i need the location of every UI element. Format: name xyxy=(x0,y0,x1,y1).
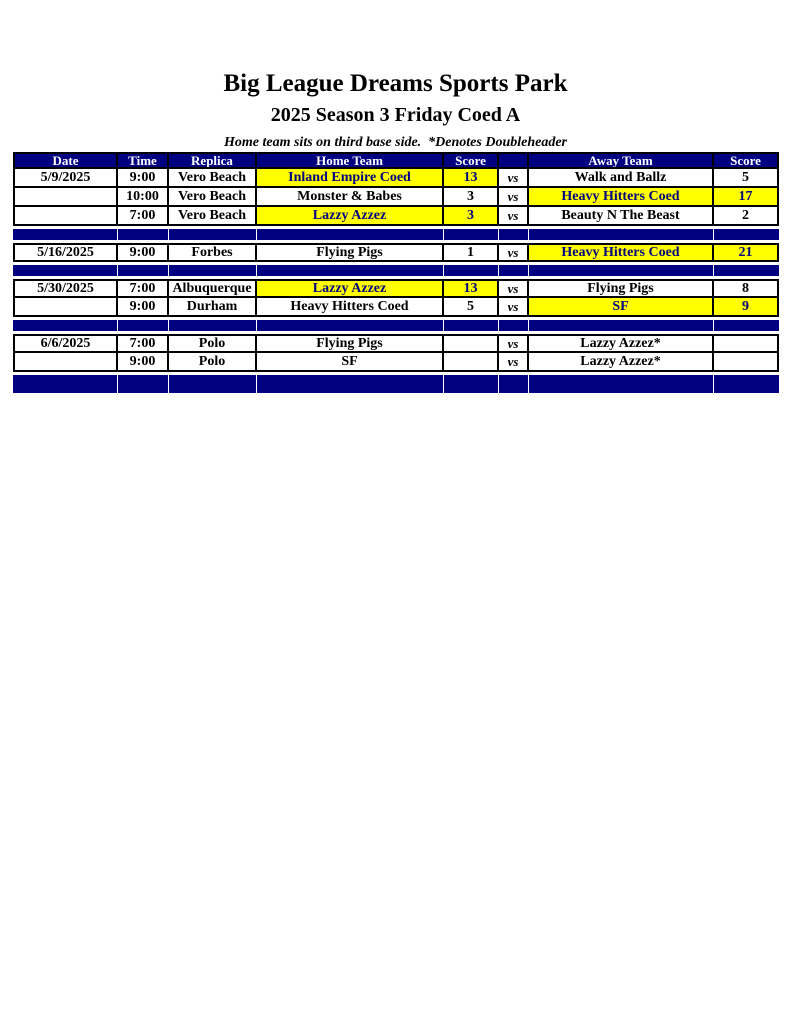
cell-away-score: 9 xyxy=(714,298,777,315)
schedule-table xyxy=(13,152,779,393)
separator-cell xyxy=(169,320,257,331)
separator-cell xyxy=(257,265,444,276)
separator-cell xyxy=(169,265,257,276)
header-vs xyxy=(499,154,529,167)
separator-cell xyxy=(714,229,777,240)
cell-replica: Polo xyxy=(169,353,257,370)
table-row xyxy=(13,279,779,298)
separator-cell xyxy=(499,375,529,393)
separator-row xyxy=(13,375,779,393)
separator-row xyxy=(13,229,779,240)
cell-away-team: Heavy Hitters Coed xyxy=(529,188,714,205)
cell-time: 7:00 xyxy=(118,207,169,224)
separator-row xyxy=(13,265,779,276)
cell-away-team: SF xyxy=(529,298,714,315)
separator-cell xyxy=(499,265,529,276)
cell-date xyxy=(15,188,118,205)
cell-date: 6/6/2025 xyxy=(15,336,118,351)
cell-vs: vs xyxy=(499,336,529,351)
separator-cell xyxy=(529,320,714,331)
cell-vs: vs xyxy=(499,207,529,224)
cell-home-score: 13 xyxy=(444,281,499,296)
separator-cell xyxy=(714,320,777,331)
separator-cell xyxy=(499,320,529,331)
cell-time: 7:00 xyxy=(118,336,169,351)
cell-vs: vs xyxy=(499,298,529,315)
cell-replica: Polo xyxy=(169,336,257,351)
cell-away-score: 2 xyxy=(742,207,749,223)
cell-away-team: Beauty N The Beast xyxy=(529,207,714,224)
cell-away-team: Heavy Hitters Coed xyxy=(529,245,714,260)
separator-cell xyxy=(15,229,118,240)
separator-cell xyxy=(118,229,169,240)
header-time: Time xyxy=(118,154,169,167)
cell-replica: Durham xyxy=(169,298,257,315)
cell-home-team: Lazzy Azzez xyxy=(257,281,444,296)
page-title: Big League Dreams Sports Park xyxy=(223,70,568,97)
cell-time: 7:00 xyxy=(118,281,169,296)
cell-home-team: Flying Pigs xyxy=(257,245,444,260)
cell-home-score: 5 xyxy=(444,298,499,315)
table-row xyxy=(13,188,779,207)
table-row xyxy=(13,298,779,317)
cell-date: 5/9/2025 xyxy=(15,169,118,186)
header-replica: Replica xyxy=(169,154,257,167)
page-subtitle: 2025 Season 3 Friday Coed A xyxy=(270,103,521,126)
cell-home-team: Flying Pigs xyxy=(257,336,444,351)
separator-cell xyxy=(15,265,118,276)
cell-time: 9:00 xyxy=(118,353,169,370)
cell-home-score: 3 xyxy=(444,207,499,224)
cell-home-team: SF xyxy=(257,353,444,370)
separator-cell xyxy=(444,229,499,240)
table-header-row xyxy=(13,152,779,169)
cell-home-score: 1 xyxy=(444,245,499,260)
cell-home-score xyxy=(444,353,499,370)
cell-vs: vs xyxy=(499,353,529,370)
cell-home-score xyxy=(444,336,499,351)
cell-away-score: 8 xyxy=(742,281,749,296)
separator-cell xyxy=(714,265,777,276)
separator-cell xyxy=(118,375,169,393)
cell-vs: vs xyxy=(499,188,529,205)
table-row xyxy=(13,207,779,226)
cell-away-score: 5 xyxy=(742,169,749,185)
separator-cell xyxy=(529,265,714,276)
cell-home-team: Lazzy Azzez xyxy=(257,207,444,224)
cell-away-team: Flying Pigs xyxy=(529,281,714,296)
cell-home-score: 3 xyxy=(444,188,499,205)
cell-home-team: Heavy Hitters Coed xyxy=(257,298,444,315)
separator-cell xyxy=(118,320,169,331)
header-away-team: Away Team xyxy=(529,154,714,167)
separator-cell xyxy=(257,229,444,240)
separator-cell xyxy=(714,375,777,393)
cell-replica: Vero Beach xyxy=(169,207,257,224)
separator-cell xyxy=(15,320,118,331)
cell-time: 10:00 xyxy=(118,188,169,205)
cell-vs: vs xyxy=(499,245,529,260)
separator-cell xyxy=(169,375,257,393)
separator-cell xyxy=(257,375,444,393)
cell-time: 9:00 xyxy=(118,298,169,315)
header-away-score: Score xyxy=(730,154,761,167)
cell-away-score xyxy=(714,353,777,370)
cell-date xyxy=(15,298,118,315)
separator-cell xyxy=(499,229,529,240)
schedule-note: Home team sits on third base side. *Denotes Doubleheader xyxy=(224,134,567,150)
cell-home-score: 13 xyxy=(444,169,499,186)
separator-cell xyxy=(169,229,257,240)
separator-cell xyxy=(15,375,118,393)
cell-away-score: 17 xyxy=(714,188,777,205)
separator-cell xyxy=(257,320,444,331)
cell-replica: Vero Beach xyxy=(169,169,257,186)
separator-cell xyxy=(118,265,169,276)
cell-date xyxy=(15,207,118,224)
cell-time: 9:00 xyxy=(118,169,169,186)
cell-date: 5/16/2025 xyxy=(15,245,118,260)
cell-home-team: Monster & Babes xyxy=(257,188,444,205)
cell-date: 5/30/2025 xyxy=(15,281,118,296)
cell-home-team: Inland Empire Coed xyxy=(257,169,444,186)
table-row xyxy=(13,169,779,188)
header-home-score: Score xyxy=(444,154,499,167)
cell-vs: vs xyxy=(499,169,529,186)
cell-away-score: 21 xyxy=(714,245,777,260)
separator-cell xyxy=(444,265,499,276)
header-date: Date xyxy=(15,154,118,167)
cell-replica: Forbes xyxy=(169,245,257,260)
cell-away-team: Lazzy Azzez* xyxy=(529,353,714,370)
header-home-team: Home Team xyxy=(257,154,444,167)
separator-row xyxy=(13,320,779,331)
cell-date xyxy=(15,353,118,370)
separator-cell xyxy=(529,375,714,393)
table-row xyxy=(13,334,779,353)
cell-away-team: Lazzy Azzez* xyxy=(529,336,714,351)
cell-time: 9:00 xyxy=(118,245,169,260)
cell-vs: vs xyxy=(499,281,529,296)
table-row xyxy=(13,353,779,372)
separator-cell xyxy=(444,320,499,331)
separator-cell xyxy=(444,375,499,393)
cell-away-score xyxy=(714,336,777,351)
cell-away-team: Walk and Ballz xyxy=(529,169,714,186)
cell-replica: Vero Beach xyxy=(169,188,257,205)
cell-replica: Albuquerque xyxy=(169,281,257,296)
separator-cell xyxy=(529,229,714,240)
table-row xyxy=(13,243,779,262)
